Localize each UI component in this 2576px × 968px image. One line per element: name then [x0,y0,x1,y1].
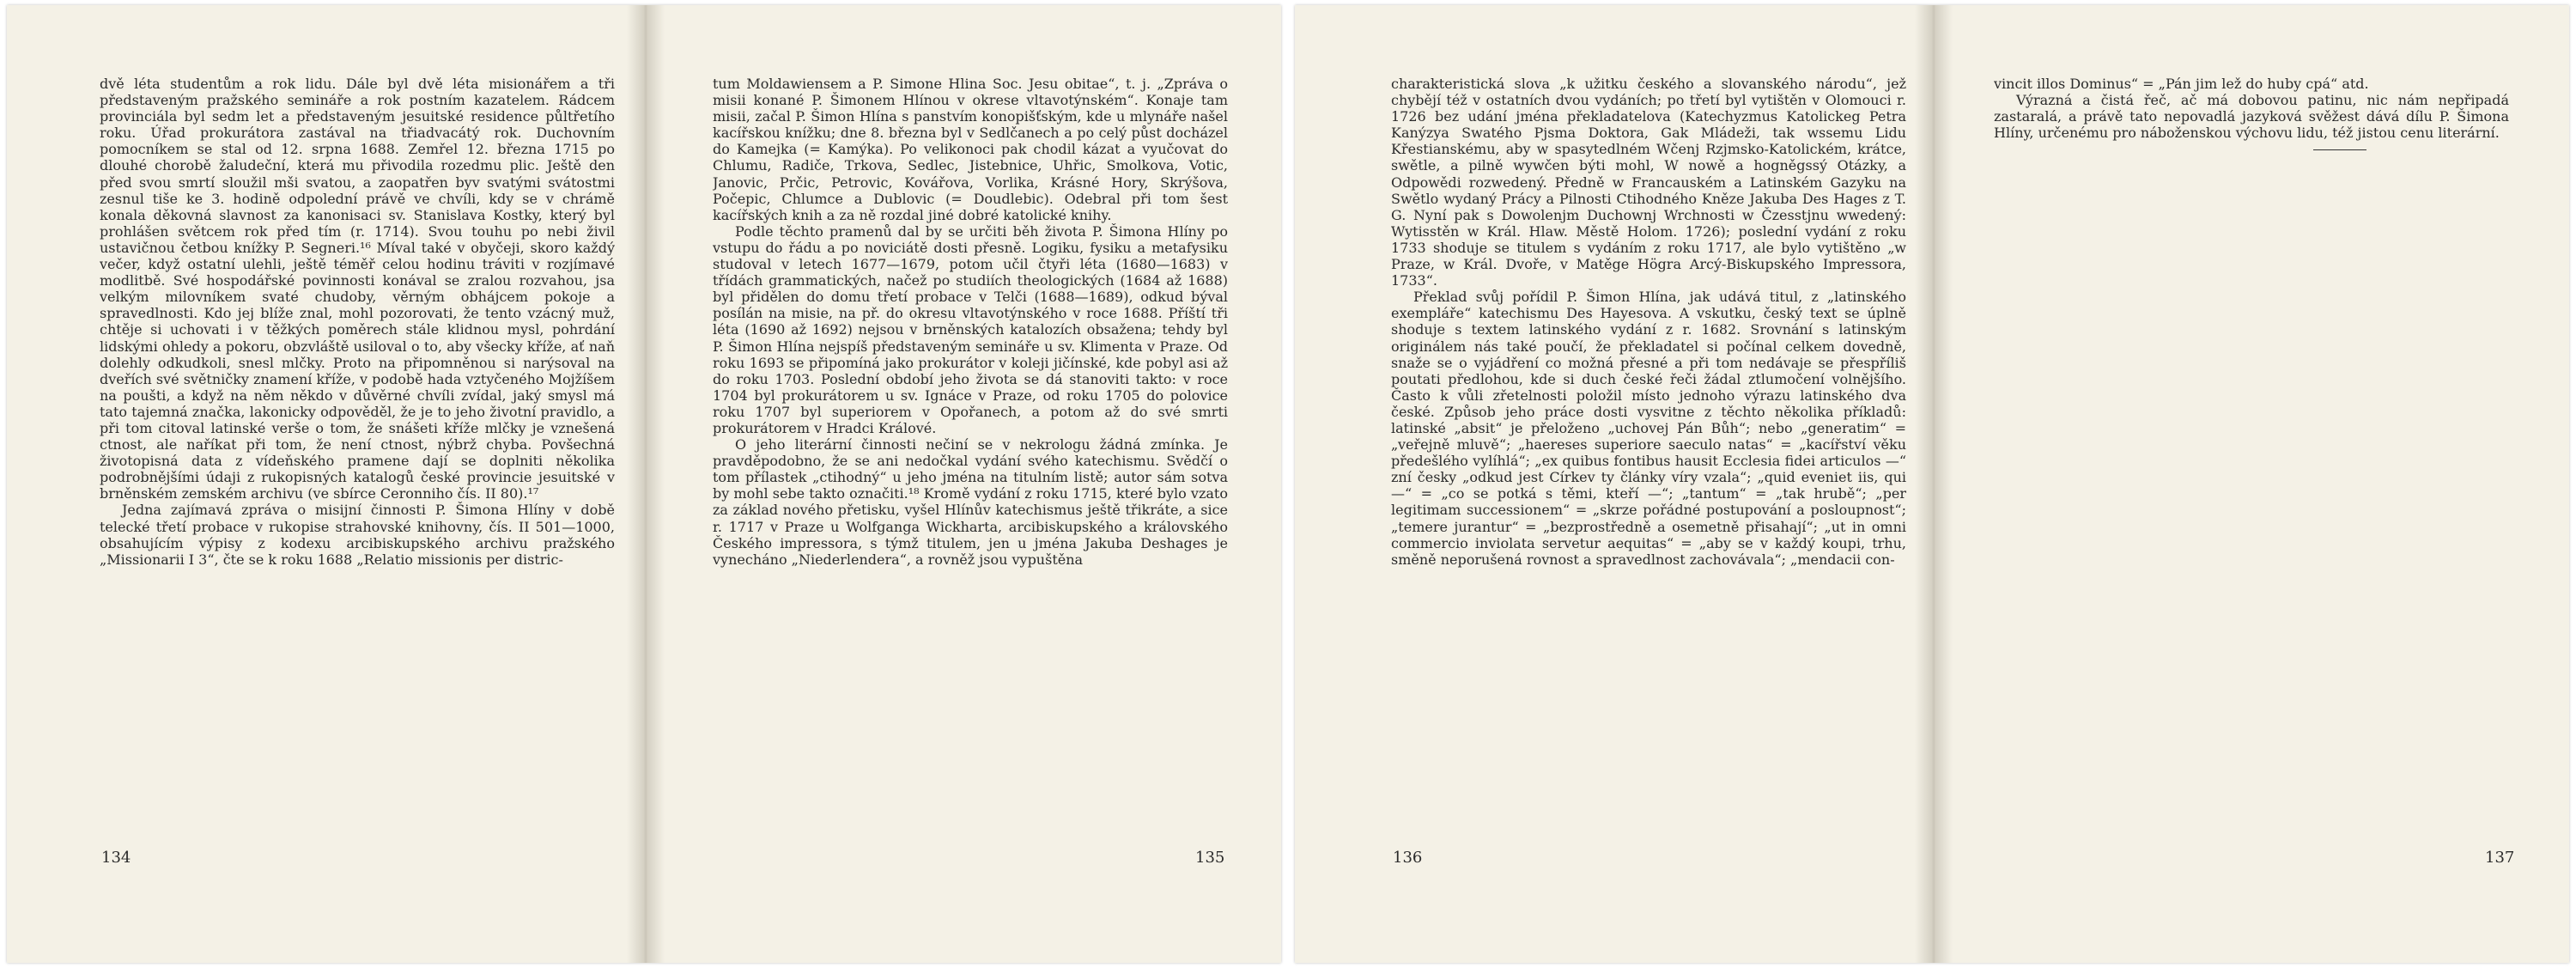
paragraph: charakteristická slova „k užitku českého a slovanského národu“, jež chybějí též v ostatních dvou vydáních; po třetí byl vytištěn v Olomouci r. 1726 bez udání jména překladatelova (Katechyzmus Katolickeg Petra Kanýzya Swatého Pjsma Doktora, Gak Mládeži, tak wssemu Lidu Křestianskému, aby w spasytedlném Wčenj Rzjmsko-Katolickém, krátce, swětle, a pilně wywčen býti mohl, W nowě a hogněgssý Otázky, a Odpowědi rozwedený. Předně w Francauském a Latinském Gazyku na Swětlo wydaný Prácy a Pilnosti Ctihodného Kněze Jakuba Des Hages z T. G. Nyní pak s Dowolenjm Duchownj Wrchnosti w Čzesstjnu wwedený: Wytisstěn w Král. Hlaw. Městě Holom. 1726); poslední vydání z roku 1733 shoduje se titulem s vydáním z roku 1717, ale bylo vytištěno „w Praze, w Král. Dvoře, v Matěge Högra Arcý-Biskupského Impressora, 1733“. [1391,76,1906,289]
paragraph: Jedna zajímavá zpráva o misijní činnosti P. Šimona Hlíny v době telecké třetí probace v rukopise strahovské knihovny, čís. II 501—1000, obsahujícím výpisy z kodexu arcibiskupského archivu pražského „Missionarii I 3“, čte se k roku 1688 „Relatio missionis per distric- [100,502,615,568]
section-separator-rule [2313,149,2366,150]
page-text [713,76,1228,866]
page-135 [644,5,1281,963]
page-number: 134 [101,849,131,867]
page-number: 137 [2485,849,2515,867]
book-spread-pages-136-137 [1295,5,2569,963]
page-137 [1932,5,2569,963]
paragraph: O jeho literární činnosti nečiní se v nekrologu žádná zmínka. Je pravděpodobno, že se ani nedočkal vydání svého katechismu. Svědčí o tom přílastek „ctihodný“ u jeho jména na titulním listě; autor sám sotva by mohl sebe takto označiti.¹⁸ Kromě vydání z roku 1715, které bylo vzato za základ nového přetisku, vyšel Hlínův katechismus ještě třikráte, a sice r. 1717 v Praze u Wolfganga Wickharta, arcibiskupského a královského Českého impressora, s týmž titulem, jen u jména Jakuba Deshages je vynecháno „Niederlendera“, a rovněž jsou vypuštěna [713,436,1228,568]
page-text [100,76,615,866]
paragraph: Výrazná a čistá řeč, ač má dobovou patinu, nic nám nepřipadá zastaralá, a právě tato nepovadlá jazyková svěžest dává dílu P. Šimona Hlíny, určenému pro náboženskou výchovu lidu, též jistou cenu literární. [1994,92,2509,142]
paragraph: tum Moldawiensem a P. Simone Hlina Soc. Jesu obitae“, t. j. „Zpráva o misii konané P. Šimonem Hlínou v okrese vltavotýnském“. Konaje tam misii, začal P. Šimon Hlína s panstvím konopišťským, kde u mlynáře našel kacířskou knížku; dne 8. března byl v Sedlčanech a po celý půst docházel do Kamejka (= Kamýka). Po velikonoci pak chodil kázat a vyučovat do Chlumu, Radiče, Trkova, Sedlec, Jistebnice, Uhřic, Smolkova, Votic, Janovic, Prčic, Petrovic, Kovářova, Vorlika, Krásné Hory, Skrýšova, Počepic, Chlumce a Dublovic (= Doudlebic). Odebral při tom šest kacířských knih a za ně rozdal jiné dobré katolické knihy. [713,76,1228,223]
page-134 [7,5,642,963]
paragraph: Podle těchto pramenů dal by se určiti běh života P. Šimona Hlíny po vstupu do řádu a po noviciátě dosti přesně. Logiku, fysiku a metafysiku studoval v letech 1677—1679, potom učil čtyři léta (1680—1683) v třídách grammatických, načež po studiích theologických (1684 až 1688) byl přidělen do domu třetí probace v Telči (1688—1689), odkud býval posílán na misie, na př. do okresu vltavotýnského v roce 1688. Příští tři léta (1690 až 1692) nejsou v brněnských katalozích obsažena; tehdy byl P. Šimon Hlína nejspíš představeným semináře u sv. Klimenta v Praze. Od roku 1693 se připomíná jako prokurátor v koleji jičínské, kde pobyl asi až do roku 1703. Poslední období jeho života se dá stanoviti takto: v roce 1704 byl prokurátorem u sv. Ignáce v Praze, od roku 1705 do polovice roku 1707 byl superiorem v Opořanech, a potom až do své smrti prokurátorem v Hradci Králové. [713,222,1228,436]
paragraph: vincit illos Dominus“ = „Pán jim lež do huby cpá“ atd. [1994,76,2369,92]
paragraph: Překlad svůj pořídil P. Šimon Hlína, jak udává titul, z „latinského exempláře“ katechismu Des Hayesova. A vskutku, český text se úplně shoduje s textem latinského vydání z r. 1682. Srovnání s latinským originálem nás také poučí, že překladatel si počínal celkem dovedně, snaže se o vyjádření co možná přesné a při tom nedávaje se přespříliš poutati předlohou, kde si duch české řeči žádal ztlumočení volnějšího. Často k vůli zřetelnosti položil místo jednoho výrazu latinského dva české. Způsob jeho práce dosti vysvitne z těchto několika příkladů: latinské „absit“ je přeloženo „uchovej Pán Bůh“; nebo „generatim“ = „veřejně mluvě“; „haereses superiore saeculo natas“ = „kacířství věku předešlého vylíhlá“; „ex quibus fontibus hausit Ecclesia fidei articulos —“ zní česky „odkud jest Církev ty články víry vzala“; „quid eveniet iis, qui —“ = „co se potká s těmi, kteří —“; „tantum“ = „tak hrubě“; „per legitimam successionem“ = „skrze pořádné postupování a posloupnost“; „temere jurantur“ = „bezprostředně a osemetně přisahají“; „ut in omni commercio inviolata servetur aequitas“ = „aby se v každý koupi, trhu, směně neporušená rovnost a spravedlnost zachovávala“; „mendacii con- [1391,289,1906,568]
page-text [1994,76,2509,866]
page-text [1391,76,1906,866]
page-number: 136 [1393,849,1423,867]
page-136 [1295,5,1930,963]
book-spread-pages-134-135 [7,5,1281,963]
page-number: 135 [1195,849,1225,867]
paragraph: dvě léta studentům a rok lidu. Dále byl dvě léta misionářem a tři představeným pražského semináře a rok postním kazatelem. Rádcem provinciála byl sedm let a představeným jesuitské residence půltřetího roku. Úřad prokurátora zastával na třiadvacátý rok. Duchovním pomocníkem se stal od 12. srpna 1688. Zemřel 12. března 1715 po dlouhé chorobě žaludeční, která mu přivodila rozedmu plic. Ještě den před svou smrtí sloužil mši svatou, a zaopatřen byv svatými svátostmi zesnul tiše ke 3. hodině odpolední právě ve chvíli, kdy se v chrámě konala děkovná slavnost za kanonisaci sv. Stanislava Kostky, který byl prohlášen světcem rok před tím (r. 1714). Svou touhu po nebi živil ustavičnou četbou knížky P. Segneri.¹⁶ Míval také v obyčeji, skoro každý večer, když ostatní ulehli, ještě téměř celou hodinu tráviti v rozjímavé modlitbě. Své hospodářské povinnosti konával se zralou rozvahou, jsa velkým milovníkem svaté chudoby, věrným obhájcem pokoje a spravedlnosti. Kdo jej blíže znal, mohl pozorovati, že tento vzácný muž, chtěje si uchovati i v těžkých poměrech stále klidnou mysl, pohrdání lidskými ohledy a pokoru, obzvláště usiloval o to, aby všecky kříže, ať naň dolehly odkudkoli, snesl mlčky. Proto na připomněnou si narýsoval na dveřích své světničky znamení kříže, v podobě hada vztyčeného Mojžíšem na poušti, a když na něm někdo v důvěrné chvíli zvídal, jaký smysl má tato tajemná značka, lakonicky odpověděl, že je to jeho životní pravidlo, a při tom citoval latinské verše o tom, že snášeti kříže mlčky je vznešená ctnost, ale naříkat při tom, že není ctnost, nýbrž chyba. Povšechná životopisná data z vídeňského pramene dají se doplniti několika podrobnějšími údaji z rukopisných katalogů české provincie jesuitské v brněnském zemském archivu (ve sbírce Ceronniho čís. II 80).¹⁷ [100,76,615,502]
